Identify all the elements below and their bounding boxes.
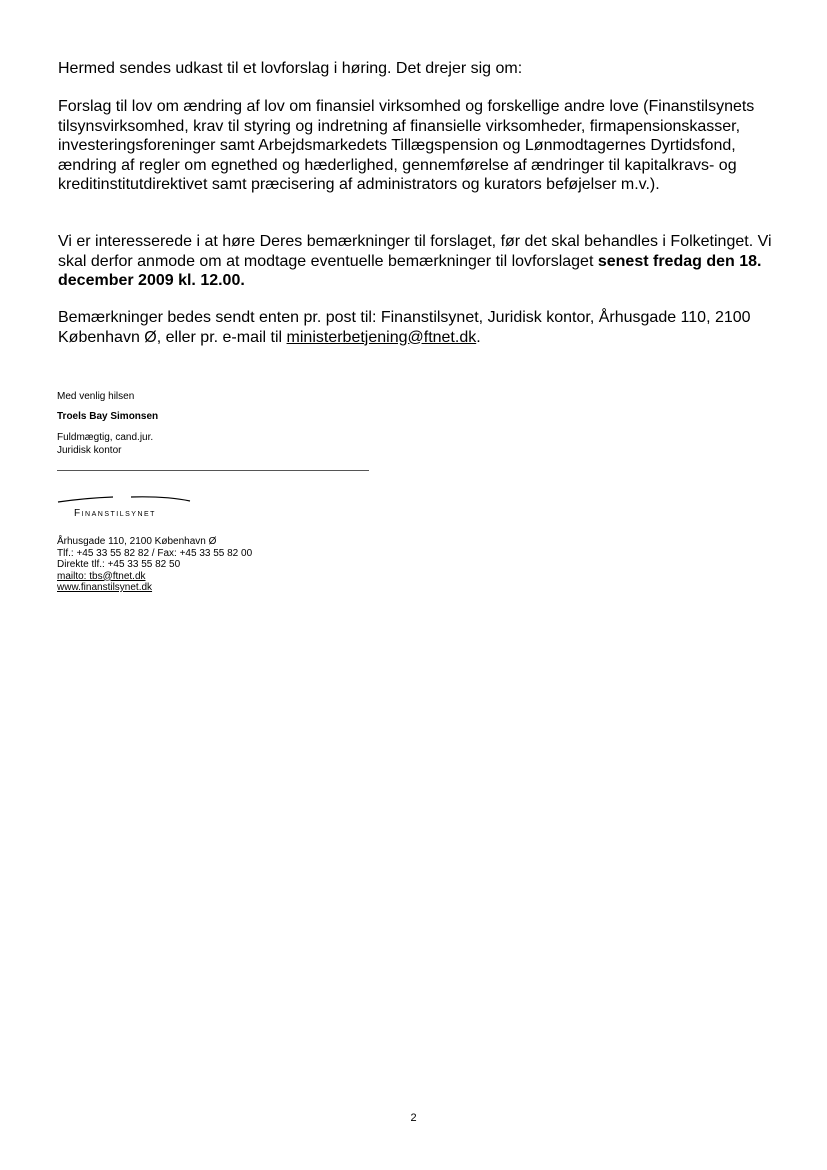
logo-text: Finanstilsynet xyxy=(74,508,156,519)
proposal-paragraph: Forslag til lov om ændring af lov om finansiel virksomhed og forskellige andre love (Finanstilsynets tilsynsvirksomhed, krav til styring og indretning af finansielle virksomheder, firmapensionskasser, investeringsforeninger samt Arbejdsmarkedets Tillægspension og Lønmodtagernes Dyrtidsfond, ændring af regler om egnethed og hæderlighed, gennemførelse af ændringer til kapitalkravs- og kreditinstitutdirektivet samt præcisering af administrators og kurators beføjelser m.v.). xyxy=(58,98,755,193)
intro-paragraph: Hermed sendes udkast til et lovforslag i høring. Det drejer sig om: xyxy=(58,60,523,77)
contact-address: Århusgade 110, 2100 København Ø xyxy=(57,536,217,547)
signer-title: Fuldmægtig, cand.jur. xyxy=(57,432,154,443)
closing-line: Med venlig hilsen xyxy=(57,391,135,402)
submission-text: Bemærkninger bedes sendt enten pr. post til: Finanstilsynet, Juridisk kontor, Århusgade 110, 2100 København Ø, eller pr. e-mail til xyxy=(58,309,751,346)
submission-paragraph xyxy=(58,308,798,347)
logo-swoosh-icon xyxy=(56,492,196,508)
deadline-text: senest fredag den 18. december 2009 kl. 12.00. xyxy=(58,252,762,289)
finanstilsynet-logo xyxy=(56,492,196,528)
request-paragraph xyxy=(58,232,798,291)
contact-website-link[interactable]: www.finanstilsynet.dk xyxy=(57,582,153,593)
contact-email-link[interactable]: mailto: tbs@ftnet.dk xyxy=(57,570,146,582)
signature-divider xyxy=(57,470,369,471)
page-number: 2 xyxy=(410,1112,417,1124)
contact-block xyxy=(57,536,252,594)
signer-title-block xyxy=(57,432,153,457)
submission-end: . xyxy=(476,328,481,346)
request-text: Vi er interesserede i at høre Deres bemærkninger til forslaget, før det skal behandles i Folketinget. Vi skal derfor anmode om at modtage eventuelle bemærkninger til lovforslaget xyxy=(58,233,772,270)
contact-phone-fax: Tlf.: +45 33 55 82 82 / Fax: +45 33 55 82 00 xyxy=(57,547,253,559)
contact-direct-phone: Direkte tlf.: +45 33 55 82 50 xyxy=(57,559,181,570)
signer-department: Juridisk kontor xyxy=(57,444,122,456)
submission-email-link[interactable]: ministerbetjening@ftnet.dk xyxy=(286,328,477,346)
signer-name: Troels Bay Simonsen xyxy=(57,411,159,422)
